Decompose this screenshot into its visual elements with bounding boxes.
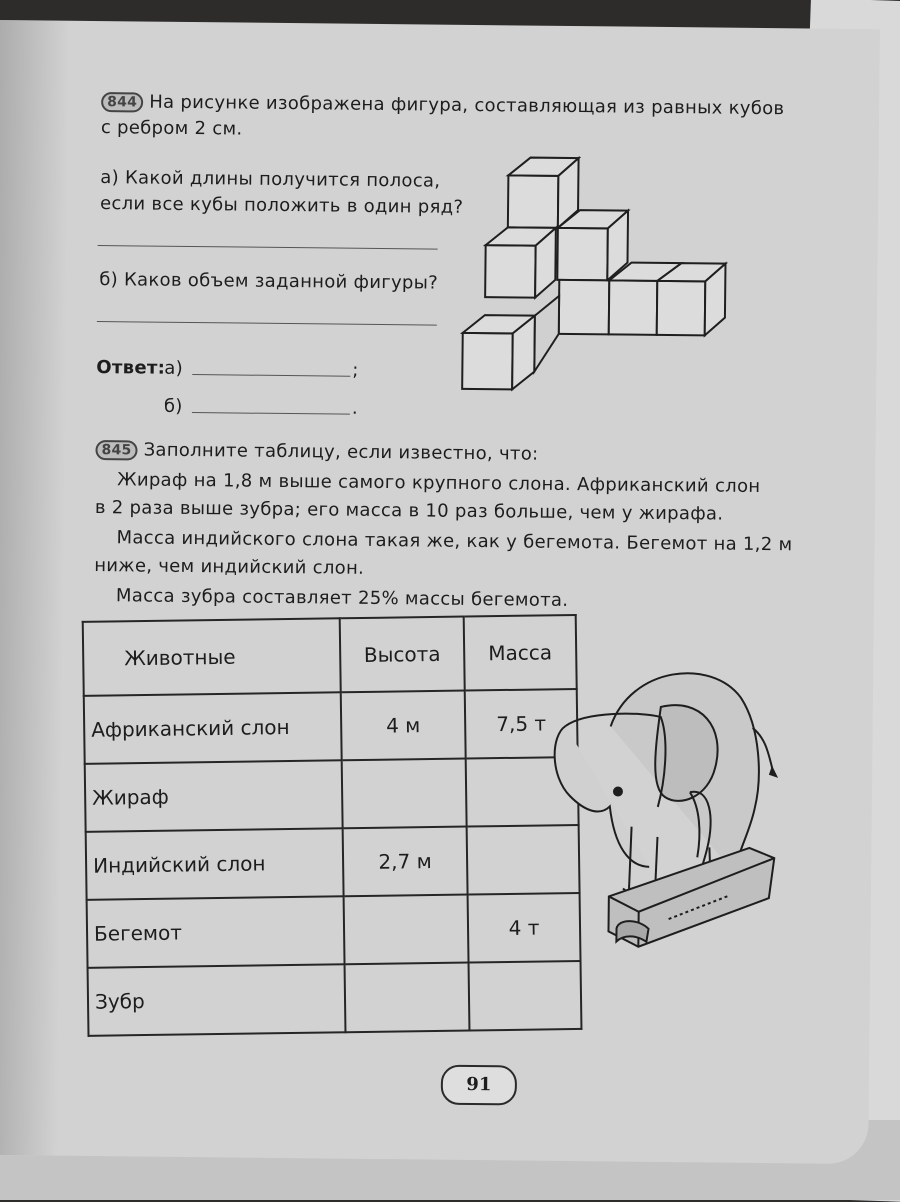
table-row [84,689,578,764]
condition-line-1: Жираф на 1,8 м выше самого крупного слона. Африканский слон [117,469,761,497]
condition-line-4: ниже, чем индийский слон. [94,555,365,579]
table-row [86,825,580,900]
task-844-title-text: На рисунке изображена фигура, составляющая из равных кубов [149,91,785,120]
task-844-number: 844 [101,92,143,112]
header-mass: Масса [464,615,577,691]
answer-a-field[interactable] [192,374,350,377]
answer-label: Ответ: [96,357,166,379]
task-844-title-line2: с ребром 2 см. [100,117,243,140]
condition-line-2: в 2 раза выше зубра; его масса в 10 раз больше, чем у жирафа. [94,497,724,525]
answer-line-a[interactable] [98,245,438,250]
cell-animal: Индийский слон [86,828,344,900]
cell-animal: Бегемот [87,896,345,968]
cell-height[interactable]: 4 м [341,691,466,761]
page-number: 91 [441,1065,517,1106]
cell-animal: Жираф [85,760,343,832]
answer-b-end: . [351,397,359,419]
cell-height[interactable] [345,963,470,1033]
page-gutter-shadow [0,20,70,1156]
animals-table-wrapper [77,621,576,1042]
cubes-figure [458,145,731,408]
header-animals: Животные [83,618,341,696]
elephant-on-scale-illustration [538,656,791,979]
task-845-title-text: Заполните таблицу, если известно, что: [143,439,539,465]
cube-bottom-left [462,315,535,390]
cell-mass[interactable]: 4 т [468,893,581,963]
cell-height[interactable]: 2,7 м [343,827,468,897]
header-height: Высота [340,617,465,693]
question-a-line1: а) Какой длины получится полоса, [100,167,441,192]
workbook-page [0,20,880,1164]
cell-animal: Зубр [88,964,346,1036]
condition-line-3: Масса индийского слона такая же, как у бегемота. Бегемот на 1,2 м [116,527,793,556]
cube-top [508,157,579,228]
answer-a-label: а) [164,357,184,379]
cube-row3-a [559,280,610,335]
task-845-title [95,439,538,465]
question-a-line2: если все кубы положить в один ряд? [99,193,464,218]
answer-line-b[interactable] [97,321,437,326]
answer-b-label: б) [163,395,183,417]
question-b: б) Каков объем заданной фигуры? [99,269,439,294]
answer-b-field[interactable] [192,412,350,415]
table-row [85,757,579,832]
cell-height[interactable] [342,759,467,829]
table-row [88,961,582,1036]
cell-mass[interactable]: 7,5 т [465,689,578,759]
cell-height[interactable] [344,895,469,965]
cube-row2-right [557,210,628,281]
animals-table [82,614,583,1037]
cube-row3-c [657,263,726,336]
answer-a-end: ; [352,359,359,381]
task-845-number: 845 [95,440,137,460]
table-header-row [83,615,577,696]
cell-animal: Африканский слон [84,692,342,764]
task-844-title [101,91,784,119]
condition-line-5: Масса зубра составляет 25% массы бегемота. [115,585,569,611]
table-row [87,893,581,968]
cube-row2-left [485,227,556,298]
